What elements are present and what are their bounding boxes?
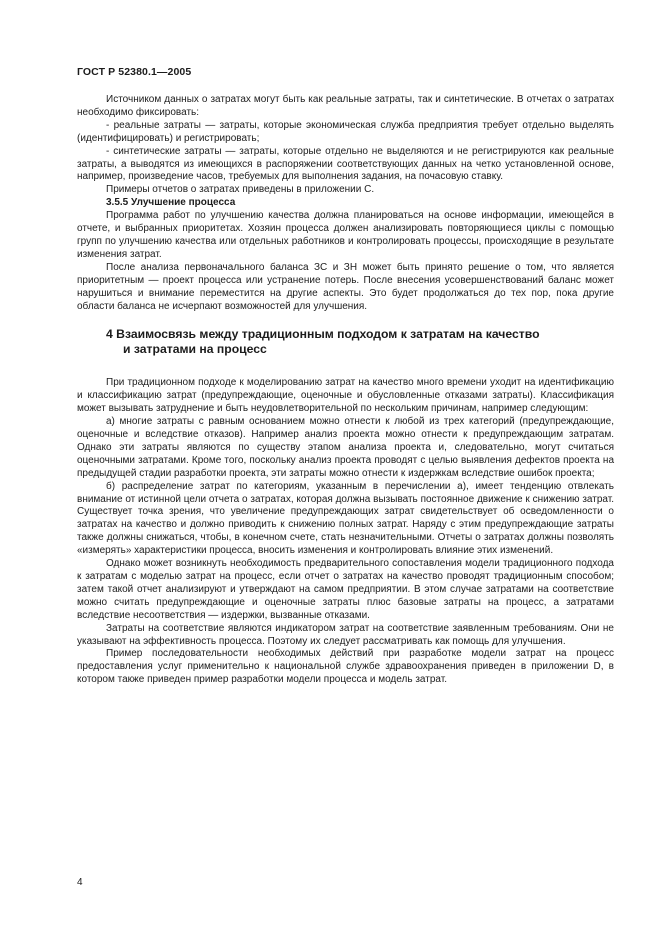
document-header: ГОСТ Р 52380.1—2005: [77, 66, 192, 78]
page-number: 4: [77, 877, 83, 888]
section-title-line1: 4 Взаимосвязь между традиционным подходом к затратам на качество: [106, 327, 540, 342]
page-content: [77, 94, 614, 687]
paragraph: При традиционном подходе к моделированию затрат на качество много времени уходит на идентификацию и классификацию затрат (предупреждающие, оценочные и обусловленные отказами затраты). Классификация может вызывать затруднение и быть неудовлетворительной по нескольким причинам, например следующим:: [77, 377, 614, 415]
list-item: а) многие затраты с равным основанием можно отнести к любой из трех категорий (предупреждающие, оценочные и вследствие отказов). Например анализ проекта можно отнести к предупреждающим затратам. Однако эти затраты являются по существу этапом анализа проекта и, следовательно, могут считаться оценочными затратами. Кроме того, поскольку анализ проекта проводят с целью выявления дефектов проекта на предыдущей стадии разработки проекта, эти затраты можно отнести к издержкам вследствие ошибок проекта;: [77, 416, 614, 479]
list-item: - реальные затраты — затраты, которые экономическая служба предприятия требует отдельно выделять (идентифицировать) и регистрировать;: [77, 119, 614, 144]
paragraph: Однако может возникнуть необходимость предварительного сопоставления модели традиционного подхода к затратам с моделью затрат на процесс, если отчет о затратах на качество проводят традиционным способом; затем такой отчет анализируют и утверждают на самом предприятии. В этом случае затратами на соответствие можно считать предупреждающие и оценочные затраты плюс базовые затраты на процесс, а затратами вследствие несоответствия — издержки, вызванные отказами.: [77, 558, 614, 621]
paragraph: Источником данных о затратах могут быть как реальные затраты, так и синтетические. В отчетах о затратах необходимо фиксировать:: [77, 94, 614, 118]
section-title-line2: и затратами на процесс: [123, 342, 267, 357]
paragraph: Пример последовательности необходимых действий при разработке модели затрат на процесс предоставления услуг применительно к национальной службе здравоохранения приведен в приложении D, в котором также приведен пример разработки модели процесса и модель затрат.: [77, 648, 614, 686]
paragraph: После анализа первоначального баланса ЗС и ЗН может быть принято решение о том, что является приоритетным — проект процесса или устранение потерь. После внесения усовершенствований баланс может нарушиться и внимание переместится на другие аспекты. Это будет продолжаться до тех пор, пока другие области баланса не исчерпают возможностей для улучшения.: [77, 261, 614, 312]
paragraph: Примеры отчетов о затратах приведены в приложении С.: [106, 184, 375, 196]
paragraph: Программа работ по улучшению качества должна планироваться на основе информации, имеющейся в отчете, и выбранных приоритетах. Хозяин процесса должен анализировать повторяющиеся циклы с помощью групп по улучшению качества или отдельных работников и контролировать процессы, происходящие в результате изменения затрат.: [77, 210, 614, 260]
section-title: [77, 327, 614, 357]
paragraph: Затраты на соответствие являются индикатором затрат на соответствие заявленным требованиям. Они не указывают на эффективность процесса. Поэтому их следует рассматривать как помощь для улучшения.: [77, 622, 614, 647]
list-item: - синтетические затраты — затраты, которые отдельно не выделяются и не регистрируются как реальные затраты, а выводятся из имеющихся в распоряжении соответствующих данных на четко установленной основе, например, произведение часов, требуемых для выполнения задания, на почасовую ставку.: [77, 145, 614, 183]
list-item: б) распределение затрат по категориям, указанным в перечислении а), имеет тенденцию отвлекать внимание от истинной цели отчета о затратах, которая должна вызывать постоянное движение к снижению затрат. Существует точка зрения, что увеличение предупреждающих затрат свидетельствует об осведомленности о затратах на качество и должно приводить к снижению полных затрат. Наряду с этим предупреждающие затраты также должны снижаться, чтобы, в конечном счете, стать незначительными. Отчеты о затратах должны позволять «измерять» характеристики процесса, вносить изменения и контролировать влияние этих изменений.: [77, 480, 614, 557]
subsection-title: 3.5.5 Улучшение процесса: [106, 197, 236, 209]
